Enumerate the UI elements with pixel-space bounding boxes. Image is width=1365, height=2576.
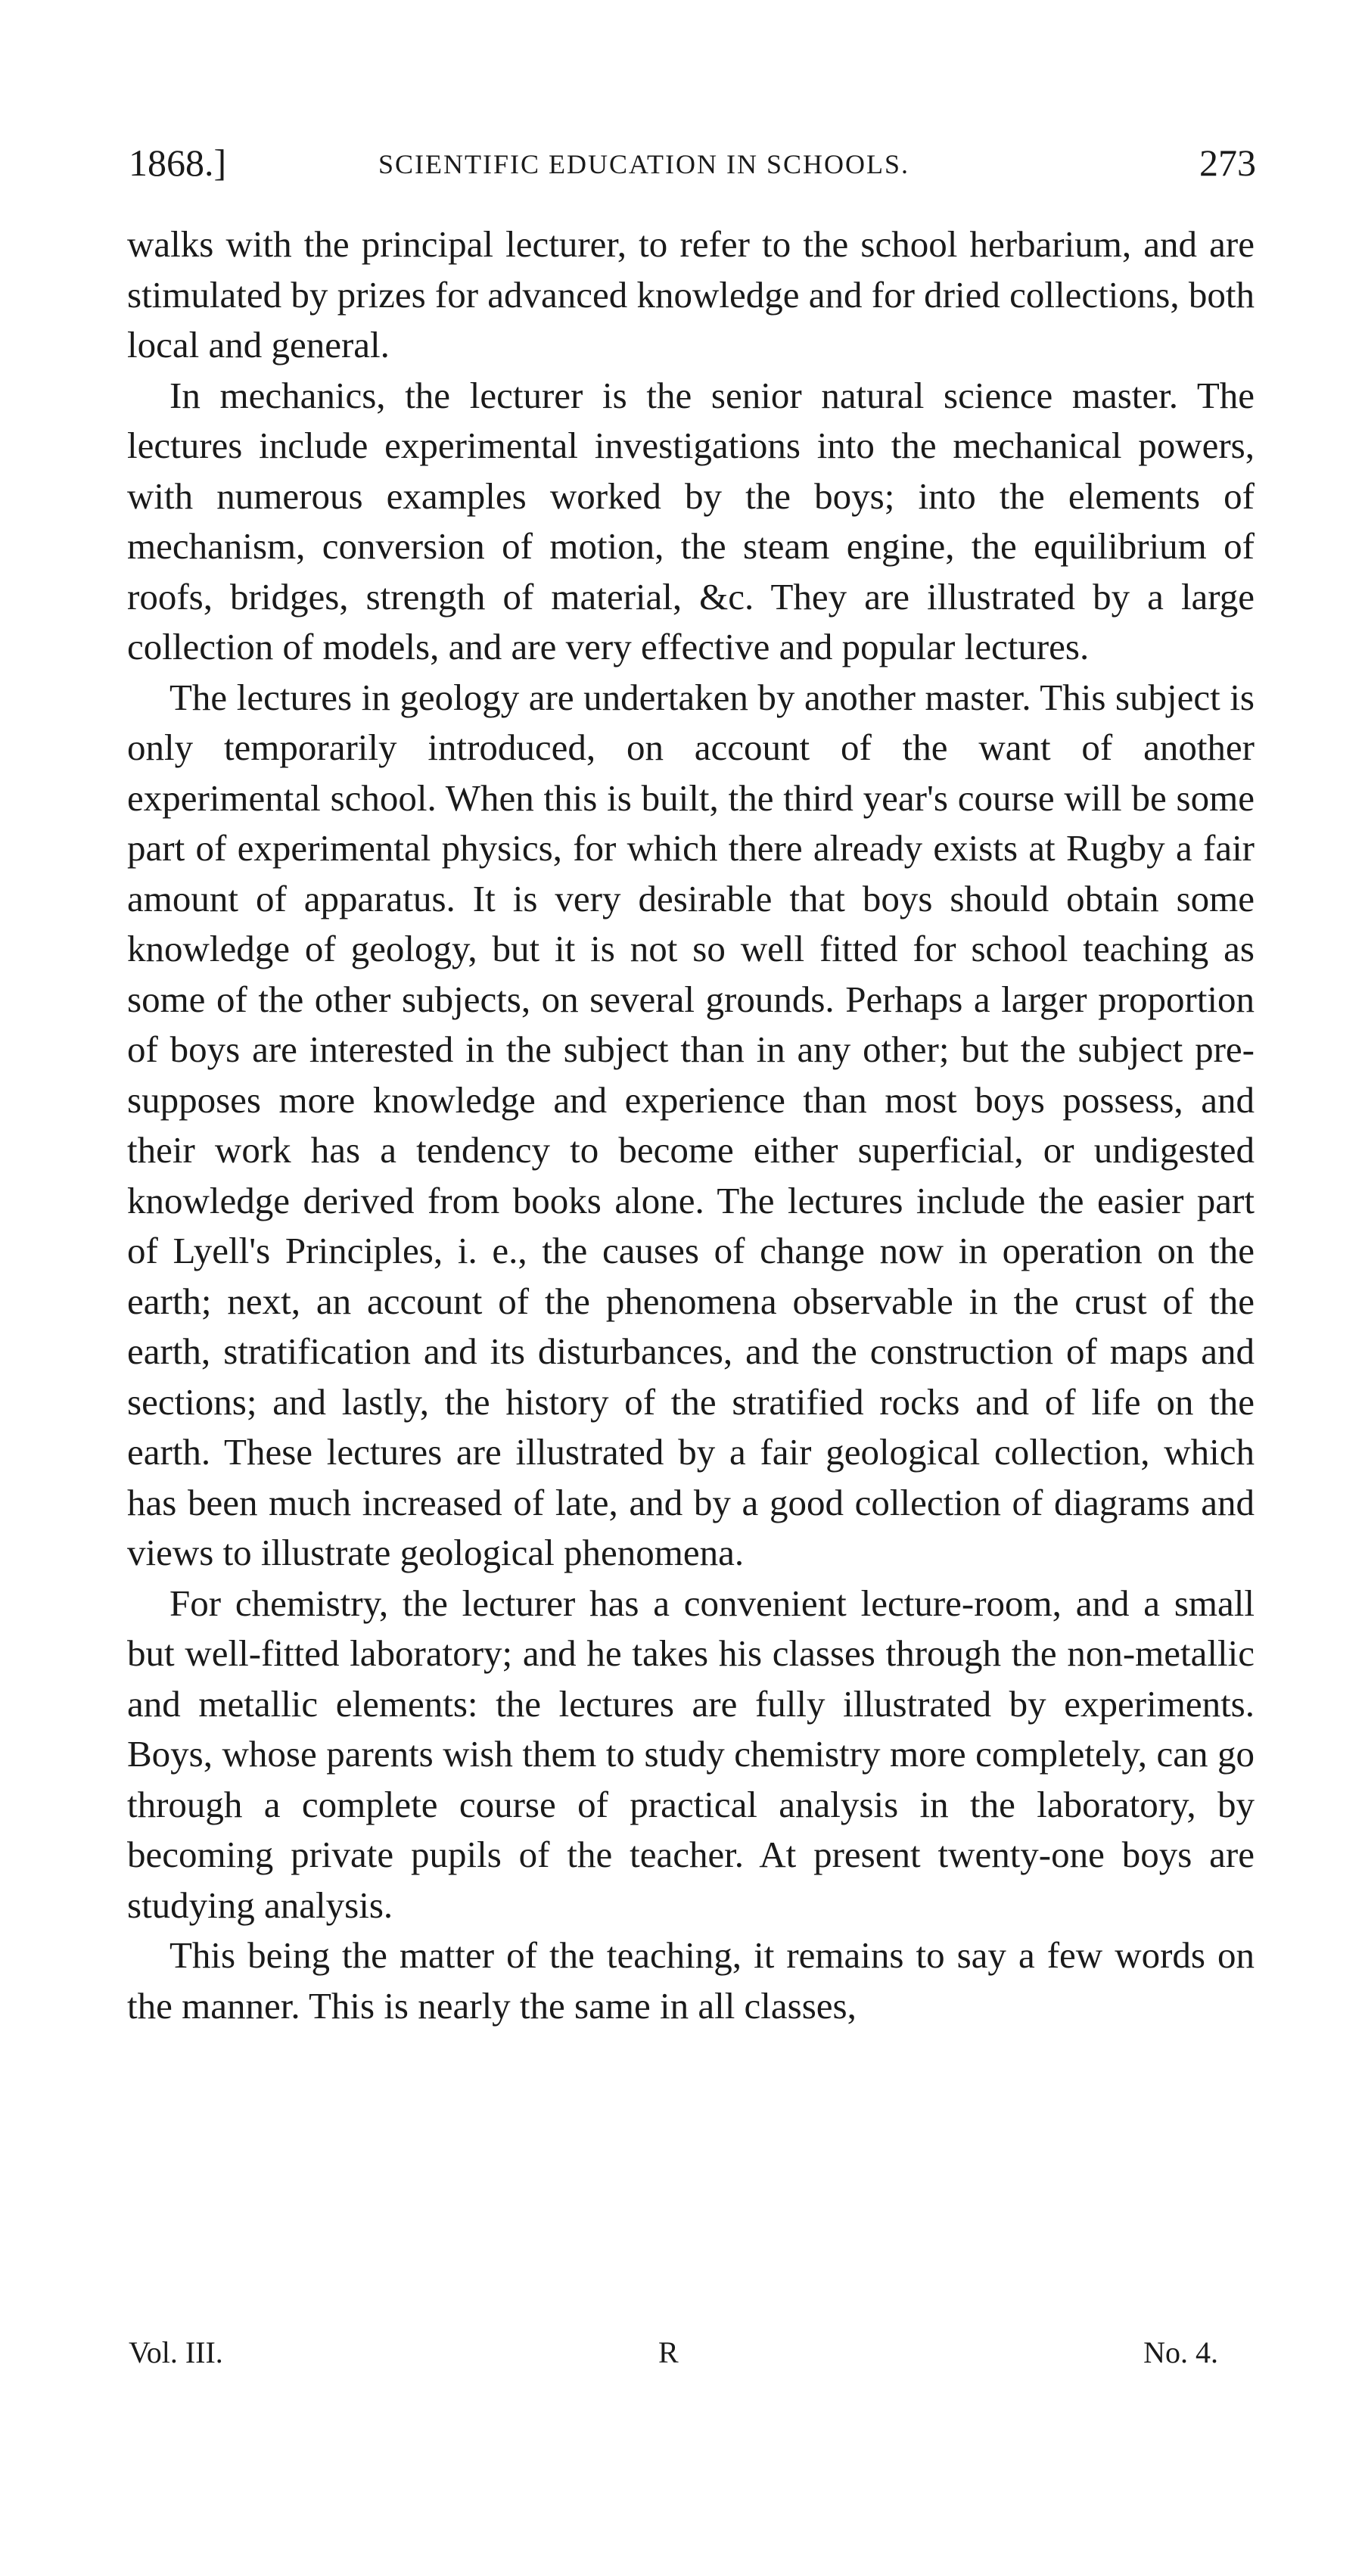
header-year: 1868.] — [129, 142, 227, 184]
body-text — [127, 219, 1255, 2031]
footer-number: No. 4. — [1143, 2335, 1218, 2369]
footer-signature: R — [658, 2335, 679, 2369]
running-header — [129, 141, 1256, 194]
page-number: 273 — [1199, 142, 1256, 184]
paragraph-mechanics: In mechanics, the lecturer is the senior natural science master. The lectures include experimental investigations into the mechanical powers, with numerous examples worked by the boys; into the elements of mechanism, conversion of motion, the steam engine, the equilibrium of roofs, bridges, strength of material, &c. They are illustrated by a large collection of models, and are very effective and popular lectures. — [127, 374, 1255, 667]
paragraph-chemistry: For chemistry, the lecturer has a convenient lecture-room, and a small but well-fitted laboratory; and he takes his classes through the non-metallic and metallic elements: the lectures are fully illustrated by experiments. Boys, whose parents wish them to study chemistry more completely, can go through a complete course of practical analysis in the laboratory, by becoming private pupils of the teacher. At present twenty-one boys are studying analysis. — [127, 1582, 1255, 1926]
header-title: SCIENTIFIC EDUCATION IN SCHOOLS. — [378, 149, 910, 179]
paragraph-geology: The lectures in geology are undertaken by another master. This subject is only temporarily introduced, on account of the want of another experimental school. When this is built, the third year's course will be some part of experimental physics, for which there already exists at Rugby a fair amount of apparatus. It is very desirable that boys should obtain some knowledge of geology, but it is not so well fitted for school teaching as some of the other subjects, on several grounds. Perhaps a larger proportion of boys are interested in the subject than in any other; but the subject pre-supposes more knowledge and experience than most boys possess, and their work has a tendency to become either superficial, or undigested knowledge derived from books alone. The lectures include the easier part of Lyell's Principles, i. e., the causes of change now in operation on the earth; next, an account of the phenomena observable in the crust of the earth, stratification and its disturbances, and the construction of maps and sections; and lastly, the history of the stratified rocks and of life on the earth. These lectures are illustrated by a fair geological collection, which has been much increased of late, and by a good collection of diagrams and views to illustrate geological phenomena. — [127, 676, 1255, 1573]
paragraph-manner: This being the matter of the teaching, it remains to say a few words on the manner. This is nearly the same in all classes, — [127, 1934, 1255, 2027]
page-footer — [129, 2335, 1218, 2380]
footer-volume: Vol. III. — [129, 2335, 223, 2369]
paragraph-herbarium: walks with the principal lecturer, to refer to the school herbarium, and are stimulated by prizes for advanced knowledge and for dried collections, both local and general. — [127, 223, 1255, 366]
